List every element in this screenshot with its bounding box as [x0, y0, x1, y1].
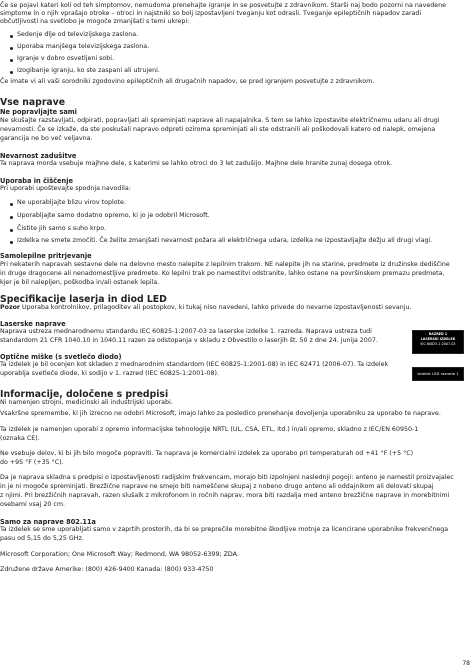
subsection-heading: Laserske naprave	[0, 320, 66, 328]
paragraph-line: pasu od 5,15 do 5,25 GHz.	[0, 535, 84, 542]
led-class-label: Izdelek LED razreda 1	[412, 367, 464, 381]
page-number: 78	[462, 660, 470, 667]
caution-text: Uporaba kontrolnikov, prilagoditev ali postopkov, ki tukaj niso navedeni, lahko privede do nevarne izpostavljenosti sevanju.	[20, 304, 412, 311]
label-line: RAZRED 1	[428, 332, 448, 336]
paragraph-line: Ta izdelek je namenjen uporabi z opremo informacijske tehnologije NRTL (UL, CSA, ETL, itd.) in/ali opremo, skladno z IEC/EN 60950-1	[0, 426, 419, 433]
paragraph-line: garancija ne bo več veljavna.	[0, 135, 93, 142]
section-title: Specifikacije laserja in diod LED	[0, 294, 167, 305]
paragraph-line: osebami vsaj 20 cm.	[0, 501, 65, 508]
caution-line	[0, 304, 411, 313]
intro-line: simptome in o njih vprašajo otroke – otroci in najstniki so bolj izpostavljeni tveganju kot odrasli. Tveganje epileptičnih napadov zaradi	[0, 10, 422, 17]
subsection-heading: Samolepilne pritrjevanje	[0, 252, 92, 260]
paragraph-line: Ne skušajte razstavljati, odpirati, popravljati ali spreminjati naprave ali napajalnika. S tem se lahko izpostavite električnemu udaru ali drugi	[0, 117, 440, 124]
bullet-dot	[10, 59, 13, 62]
phone-line: Združene države Amerike: (800) 426-9400 Kanada: (800) 933-4750	[0, 566, 214, 573]
intro-closing: Če imate vi ali vaši sorodniki zgodovino epileptičnih ali drugačnih napadov, se pred igranjem posvetujte z zdravnikom.	[0, 78, 375, 85]
paragraph-line: (oznaka CE).	[0, 435, 40, 442]
label-line: LASERSKI IZDELEK	[420, 337, 456, 341]
address-line: Microsoft Corporation; One Microsoft Way; Redmond, WA 98052-6399; ZDA.	[0, 551, 239, 558]
subsection-heading: Optične miške (s svetlečo diodo)	[0, 353, 122, 361]
subsection-heading: Uporaba in čiščenje	[0, 177, 73, 185]
subsection-heading: Samo za naprave 802.11a	[0, 518, 97, 526]
paragraph-line: Vsakršne spremembe, ki jih izrecno ne odobri Microsoft, imajo lahko za posledico prenehanje dovoljenja uporabniku za uporabo te naprave.	[0, 410, 441, 417]
bullet-dot	[10, 35, 13, 38]
bullet-item: Izdelka ne smete zmočiti. Če želite zmanjšati nevarnost požara ali električnega udara, izdelka ne izpostavljajte dežju ali drugi vlagi.	[17, 237, 433, 244]
intro-line: občutljivosti na svetlobo je mogoče zmanjšati s temi ukrepi:	[0, 18, 190, 25]
bullet-item: Sedenje dlje od televizijskega zaslona.	[17, 31, 139, 38]
paragraph-line: Naprava ustreza mednarodnemu standardu IEC 60825-1:2007-03 za laserske izdelke 1. razreda. Naprava ustreza tudi	[0, 328, 372, 335]
bullet-item: Uporabljajte samo dodatno opremo, ki jo je odobril Microsoft.	[17, 212, 210, 219]
paragraph-line: Da je naprava skladna s predpisi o izpostavljenosti radijskim frekvencam, morajo biti izpolnjeni naslednji pogoji: anteno je namestil proizvajalec	[0, 474, 454, 481]
bullet-dot	[10, 229, 13, 232]
paragraph-line: uporablja svetleče diode, ki sodijo v 1. razred (IEC 60825-1:2001-08).	[0, 370, 220, 377]
bullet-dot	[10, 71, 13, 74]
paragraph-line: in druge dragocene ali nenadomestljive predmete. Ko lepilni trak po namestitvi odstranite, lahko ostane na površinskem premazu predmeta,	[0, 270, 445, 277]
paragraph-line: standardom 21 CFR 1040.10 in 1040.11 razen za odstopanja v skladu z Obvestilo o laserjih št. 50 z dne 24. junija 2007.	[0, 337, 378, 344]
label-line: IEC 60825-1:2007-03	[420, 342, 456, 346]
paragraph-line: kjer je bil nalepljen, poškodba in/ali ostanek lepila.	[0, 279, 160, 286]
laser-class-label	[412, 330, 464, 354]
paragraph-line: Ta izdelek je bil ocenjen kot skladen z mednarodnim standardom (IEC 60825-1:2001-08) in IEC 62471 (2006-07). Ta izdelek	[0, 361, 389, 368]
bullet-item: Izogibanje igranju, ko ste zaspani ali utrujeni.	[17, 67, 160, 74]
bullet-item: Ne uporabljajte blizu virov toplote.	[17, 199, 126, 206]
paragraph-line: in je ni mogoče spreminjati. Brezžične naprave ne smejo biti nameščene skupaj z nobeno drugo anteno ali oddajnikom ali delovati skupaj	[0, 483, 434, 490]
paragraph-line: Ta izdelek se sme uporabljati samo v zaprtih prostorih, da bi se preprečile morebitne škodljive motnje za licencirane uporabnike frekvenčnega	[0, 526, 449, 533]
intro-line: Če se pojavi kateri koli od teh simptomov, nemudoma prenehajte igranje in se posvetujte z zdravnikom. Starši naj bodo pozorni na navedene	[0, 2, 447, 9]
bullet-dot	[10, 241, 13, 244]
paragraph-line: do +95 °F (+35 °C).	[0, 459, 64, 466]
paragraph-line: Pri uporabi upoštevajte spodnja navodila:	[0, 185, 131, 192]
bullet-item: Uporaba manjšega televizijskega zaslona.	[17, 43, 150, 50]
subsection-heading: Ne popravljajte sami	[0, 108, 77, 116]
paragraph-line: Ne vsebuje delov, ki bi jih bilo mogoče popraviti. Ta naprava je komercialni izdelek za uporabo pri temperaturah od +41 °F (+5 °C)	[0, 450, 414, 457]
bullet-dot	[10, 216, 13, 219]
bullet-item: Čistite jih samo s suho krpo.	[17, 225, 106, 232]
paragraph-line: Ta naprava morda vsebuje majhne dele, s katerimi se lahko otroci do 3 let zadušijo. Majhne dele hranite zunaj dosega otrok.	[0, 160, 393, 167]
paragraph-line: Ni namenjen strojni, medicinski ali industrijski uporabi.	[0, 399, 173, 406]
paragraph-line: Pri nekaterih napravah sestavne dele na delovno mesto nalepite z lepilnim trakom. NE nalepite jih na starine, predmete iz družinske dediščine	[0, 261, 450, 268]
subsection-heading: Nevarnost zadušitve	[0, 152, 77, 160]
bullet-item: Igranje v dobro osvetljeni sobi.	[17, 55, 114, 62]
paragraph-line: z njimi. Pri brezžičnih napravah, razen slušalk z mikrofonom in ročnih naprav, mora biti razdalja med anteno brezžične naprave in morebitnimi	[0, 492, 450, 499]
caution-label: Pozor	[0, 304, 21, 311]
paragraph-line: nevarnosti. Če se izkaže, da ste poskušali napravo odpreti oziroma spreminjati ali ste odstranili ali poškodovali katero od nalepk, omejena	[0, 126, 436, 133]
bullet-dot	[10, 47, 13, 50]
section-title: Vse naprave	[0, 97, 66, 108]
bullet-dot	[10, 203, 13, 206]
section-title: Informacije, določene s predpisi	[0, 389, 169, 400]
